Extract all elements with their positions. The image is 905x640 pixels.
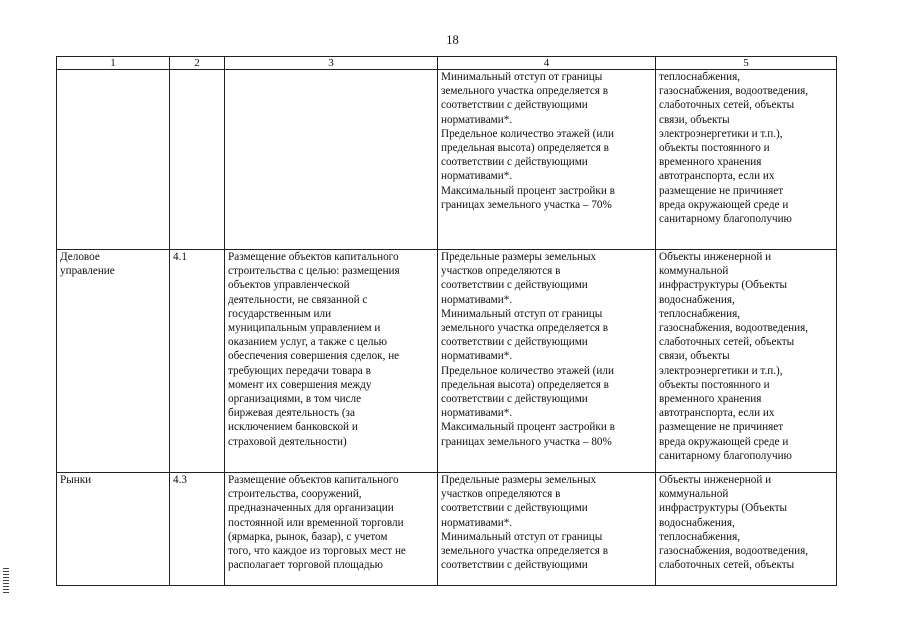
header-col-3: 3 bbox=[225, 57, 438, 70]
cell-text-line: связи, объекты bbox=[659, 350, 730, 363]
cell-text-line: объекты постоянного и bbox=[659, 378, 770, 391]
cell-text-line: Минимальный отступ от границы bbox=[441, 71, 603, 83]
cell-text-line: предназначенных для организации bbox=[228, 502, 394, 515]
cell-text-line: нормативами*. bbox=[441, 407, 513, 420]
cell-use-name bbox=[57, 250, 170, 473]
cell-text-line: объектов управленческой bbox=[228, 279, 350, 292]
cell-text-line: размещение не причиняет bbox=[659, 421, 784, 434]
cell-text-line: нормативами*. bbox=[441, 293, 513, 306]
cell-text-line: оказанием услуг, а также с целью bbox=[228, 336, 387, 349]
cell-parameters bbox=[438, 70, 656, 250]
cell-text-line: нормативами*. bbox=[441, 350, 513, 363]
cell-description bbox=[225, 70, 438, 250]
cell-text-line: управление bbox=[60, 265, 115, 278]
table-row-continuation bbox=[57, 70, 837, 250]
cell-text-line: деятельности, не связанной с bbox=[228, 293, 368, 306]
cell-text-line: государственным или bbox=[228, 307, 332, 320]
cell-text-line: Деловое bbox=[60, 251, 100, 263]
cell-text-line: слаботочных сетей, объекты bbox=[659, 99, 795, 112]
cell-text-line: газоснабжения, водоотведения, bbox=[659, 85, 809, 98]
cell-text-line: Максимальный процент застройки в bbox=[441, 184, 615, 197]
zoning-regulations-table bbox=[56, 56, 837, 586]
cell-text-line: теплоснабжения, bbox=[659, 307, 741, 320]
cell-text-line: земельного участка определяется в bbox=[441, 322, 609, 335]
cell-text-line: инфраструктуры (Объекты bbox=[659, 502, 788, 515]
cell-text-line: Размещение объектов капитального bbox=[228, 251, 399, 263]
table-row-business-management bbox=[57, 250, 837, 473]
cell-text-line: Предельные размеры земельных bbox=[441, 474, 597, 486]
margin-scan-mark bbox=[3, 568, 9, 594]
cell-text-line: (ярмарка, рынок, базар), с учетом bbox=[228, 530, 388, 543]
cell-text-line: границах земельного участка – 80% bbox=[441, 435, 612, 448]
cell-text-line: санитарному благополучию bbox=[659, 213, 792, 226]
cell-text-line: теплоснабжения, bbox=[659, 530, 741, 543]
cell-text-line: соответствии с действующими bbox=[441, 156, 588, 169]
cell-description bbox=[225, 473, 438, 586]
cell-text-line: временного хранения bbox=[659, 393, 762, 406]
cell-text-line: газоснабжения, водоотведения, bbox=[659, 545, 809, 558]
cell-text-line: Предельное количество этажей (или bbox=[441, 364, 614, 377]
cell-description bbox=[225, 250, 438, 473]
cell-text-line: Минимальный отступ от границы bbox=[441, 530, 603, 543]
cell-text-line: обеспечения совершения сделок, не bbox=[228, 350, 400, 363]
cell-text-line: предельная высота) определяется в bbox=[441, 142, 609, 155]
cell-text-line: момент их совершения между bbox=[228, 378, 372, 391]
cell-text-line: соответствии с действующими bbox=[441, 336, 588, 349]
cell-code: 4.3 bbox=[170, 473, 225, 586]
cell-text-line: слаботочных сетей, объекты bbox=[659, 336, 795, 349]
cell-text-line: биржевая деятельность (за bbox=[228, 407, 355, 420]
header-col-4: 4 bbox=[438, 57, 656, 70]
cell-text-line: соответствии с действующими bbox=[441, 502, 588, 515]
cell-code: 4.1 bbox=[170, 250, 225, 473]
cell-text-line: строительства с целью: размещения bbox=[228, 265, 400, 278]
cell-text-line: нормативами*. bbox=[441, 170, 513, 183]
cell-parameters bbox=[438, 473, 656, 586]
cell-text-line: строительства, сооружений, bbox=[228, 488, 362, 501]
cell-text-line: Минимальный отступ от границы bbox=[441, 307, 603, 320]
header-col-5: 5 bbox=[656, 57, 837, 70]
cell-text-line: размещение не причиняет bbox=[659, 184, 784, 197]
cell-code bbox=[170, 70, 225, 250]
cell-use-name bbox=[57, 473, 170, 586]
cell-use-name bbox=[57, 70, 170, 250]
cell-text-line: газоснабжения, водоотведения, bbox=[659, 322, 809, 335]
cell-auxiliary-uses bbox=[656, 250, 837, 473]
cell-text-line: требующих передачи товара в bbox=[228, 364, 371, 377]
cell-text-line: Предельное количество этажей (или bbox=[441, 127, 614, 140]
cell-text-line: исключением банковской и bbox=[228, 421, 358, 434]
cell-text-line: электроэнергетики и т.п.), bbox=[659, 127, 783, 140]
table-row-markets bbox=[57, 473, 837, 586]
cell-parameters bbox=[438, 250, 656, 473]
cell-text-line: земельного участка определяется в bbox=[441, 85, 609, 98]
cell-text-line: Рынки bbox=[60, 474, 92, 486]
cell-auxiliary-uses bbox=[656, 70, 837, 250]
cell-text-line: участков определяются в bbox=[441, 265, 561, 278]
cell-text-line: постоянной или временной торговли bbox=[228, 516, 404, 529]
cell-text-line: организациями, в том числе bbox=[228, 393, 362, 406]
cell-text-line: нормативами*. bbox=[441, 113, 513, 126]
cell-text-line: Предельные размеры земельных bbox=[441, 251, 597, 263]
cell-text-line: Объекты инженерной и bbox=[659, 474, 772, 486]
cell-text-line: располагает торговой площадью bbox=[228, 559, 384, 572]
cell-text-line: водоснабжения, bbox=[659, 516, 735, 529]
header-col-1: 1 bbox=[57, 57, 170, 70]
cell-text-line: слаботочных сетей, объекты bbox=[659, 559, 795, 572]
cell-text-line: того, что каждое из торговых мест не bbox=[228, 545, 406, 558]
cell-text-line: санитарному благополучию bbox=[659, 449, 792, 462]
cell-text-line: Объекты инженерной и bbox=[659, 251, 772, 263]
cell-text-line: страховой деятельности) bbox=[228, 435, 347, 448]
header-col-2: 2 bbox=[170, 57, 225, 70]
cell-text-line: электроэнергетики и т.п.), bbox=[659, 364, 783, 377]
cell-text-line: нормативами*. bbox=[441, 516, 513, 529]
cell-text-line: объекты постоянного и bbox=[659, 142, 770, 155]
cell-text-line: автотранспорта, если их bbox=[659, 407, 775, 420]
cell-text-line: соответствии с действующими bbox=[441, 99, 588, 112]
cell-text-line: коммунальной bbox=[659, 488, 729, 501]
cell-text-line: автотранспорта, если их bbox=[659, 170, 775, 183]
cell-text-line: инфраструктуры (Объекты bbox=[659, 279, 788, 292]
cell-text-line: временного хранения bbox=[659, 156, 762, 169]
cell-auxiliary-uses bbox=[656, 473, 837, 586]
cell-text-line: связи, объекты bbox=[659, 113, 730, 126]
cell-text-line: соответствии с действующими bbox=[441, 279, 588, 292]
cell-text-line: вреда окружающей среде и bbox=[659, 435, 789, 448]
cell-text-line: коммунальной bbox=[659, 265, 729, 278]
page-number: 18 bbox=[446, 33, 459, 47]
cell-text-line: муниципальным управлением и bbox=[228, 322, 381, 335]
cell-text-line: границах земельного участка – 70% bbox=[441, 198, 612, 211]
cell-text-line: предельная высота) определяется в bbox=[441, 378, 609, 391]
table-header-row bbox=[57, 57, 837, 70]
cell-text-line: теплоснабжения, bbox=[659, 71, 741, 83]
cell-text-line: Максимальный процент застройки в bbox=[441, 421, 615, 434]
cell-text-line: вреда окружающей среде и bbox=[659, 198, 789, 211]
cell-text-line: соответствии с действующими bbox=[441, 393, 588, 406]
cell-text-line: Размещение объектов капитального bbox=[228, 474, 399, 486]
cell-text-line: участков определяются в bbox=[441, 488, 561, 501]
cell-text-line: соответствии с действующими bbox=[441, 559, 588, 572]
cell-text-line: водоснабжения, bbox=[659, 293, 735, 306]
cell-text-line: земельного участка определяется в bbox=[441, 545, 609, 558]
